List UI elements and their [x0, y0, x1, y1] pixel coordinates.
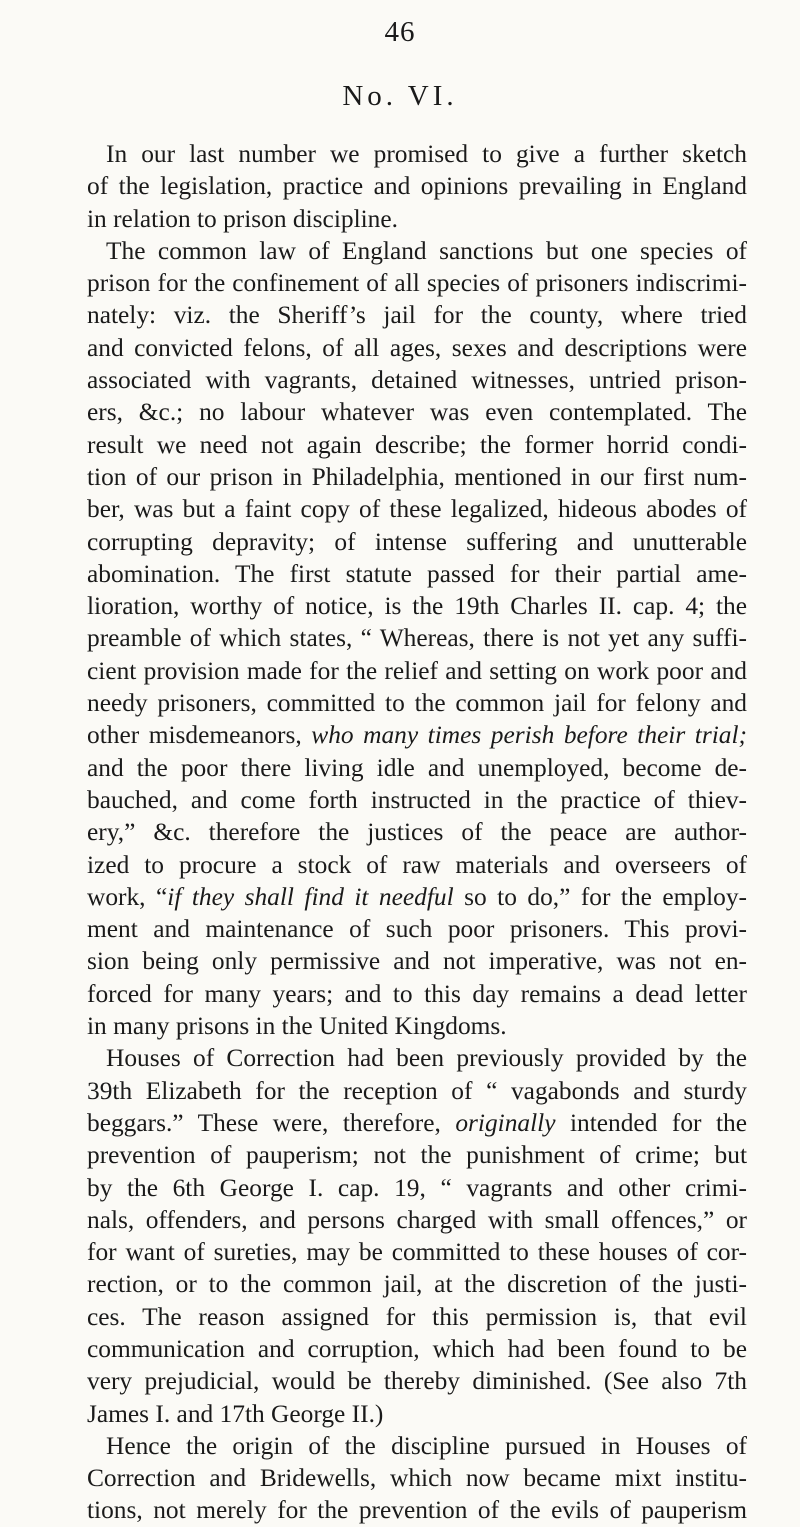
text-line: needy prisoners, committed to the common jail for felony and	[87, 689, 747, 718]
text-line: ces. The reason assigned for this permission is, that evil	[87, 1302, 747, 1331]
text-line: ery,” &c. therefore the justices of the peace are author-	[87, 818, 747, 847]
text-line: Houses of Correction had been previously provided by the	[106, 1044, 747, 1073]
text-line: in many prisons in the United Kingdoms.	[87, 1012, 507, 1041]
text-line: ers, &c.; no labour whatever was even contemplated. The	[87, 398, 747, 427]
text-line: nals, offenders, and persons charged with small offences,” or	[87, 1205, 747, 1234]
text-line: prison for the confinement of all species of prisoners indiscrimi-	[87, 269, 747, 298]
text-line: forced for many years; and to this day remains a dead letter	[87, 979, 747, 1008]
text-line: Hence the origin of the discipline pursued in Houses of	[106, 1431, 747, 1460]
text-segment: intended for the	[555, 1108, 747, 1137]
text-line: bauched, and come forth instructed in the practice of thiev-	[87, 785, 747, 814]
text-line: very prejudicial, would be thereby diminished. (See also 7th	[87, 1367, 747, 1396]
text-line: for want of sureties, may be committed to these houses of cor-	[87, 1238, 747, 1267]
text-line: prevention of pauperism; not the punishment of crime; but	[87, 1141, 747, 1170]
text-line: associated with vagrants, detained witnesses, untried prison-	[87, 366, 747, 395]
text-line: lioration, worthy of notice, is the 19th Charles II. cap. 4; the	[87, 592, 747, 621]
text-segment: work, “	[87, 882, 168, 911]
italic-phrase: originally	[455, 1108, 556, 1137]
text-line: communication and corruption, which had been found to be	[87, 1334, 747, 1363]
text-line: ber, was but a faint copy of these legalized, hideous abodes of	[87, 495, 747, 524]
text-line: in relation to prison discipline.	[87, 204, 398, 233]
text-line: The common law of England sanctions but one species of	[106, 236, 747, 265]
body-text	[87, 138, 747, 1527]
text-segment: so to do,” for the employ-	[453, 882, 747, 911]
text-line: preamble of which states, “ Whereas, there is not yet any suffi-	[87, 624, 747, 653]
page-number: 46	[384, 16, 416, 48]
text-line: tion of our prison in Philadelphia, mentioned in our first num-	[87, 462, 747, 491]
text-line: and convicted felons, of all ages, sexes and descriptions were	[87, 333, 747, 362]
text-line: rection, or to the common jail, at the discretion of the justi-	[87, 1270, 747, 1299]
text-line: of the legislation, practice and opinions prevailing in England	[87, 172, 747, 201]
text-line: tions, not merely for the prevention of the evils of pauperism	[87, 1496, 747, 1525]
text-line: ment and maintenance of such poor prisoners. This provi-	[87, 915, 747, 944]
text-line: abomination. The first statute passed for their partial ame-	[87, 559, 747, 588]
text-line: 39th Elizabeth for the reception of “ vagabonds and sturdy	[87, 1076, 747, 1105]
text-line: James I. and 17th George II.)	[87, 1399, 384, 1428]
text-line: Correction and Bridewells, which now became mixt institu-	[87, 1464, 747, 1493]
text-line	[87, 1107, 747, 1139]
text-line: In our last number we promised to give a further sketch	[106, 140, 747, 168]
text-line: nately: viz. the Sheriff’s jail for the county, where tried	[87, 301, 747, 330]
text-line: result we need not again describe; the former horrid condi-	[87, 430, 747, 459]
text-line: corrupting depravity; of intense suffering and unutterable	[87, 527, 747, 556]
section-title: No. VI.	[342, 80, 458, 112]
text-line: and the poor there living idle and unemployed, become de-	[87, 753, 747, 782]
text-line: cient provision made for the relief and setting on work poor and	[87, 656, 747, 685]
text-line	[87, 881, 747, 913]
italic-phrase: who many times perish before their trial;	[311, 721, 747, 750]
text-segment: beggars.” These were, therefore,	[87, 1108, 456, 1137]
text-segment: other misdemeanors,	[87, 721, 312, 750]
text-line: sion being only permissive and not imperative, was not en-	[87, 947, 747, 976]
italic-phrase: if they shall find it needful	[167, 882, 454, 911]
text-line	[87, 719, 747, 751]
text-line: by the 6th George I. cap. 19, “ vagrants and other crimi-	[87, 1173, 747, 1202]
text-line: ized to procure a stock of raw materials and overseers of	[87, 850, 747, 879]
